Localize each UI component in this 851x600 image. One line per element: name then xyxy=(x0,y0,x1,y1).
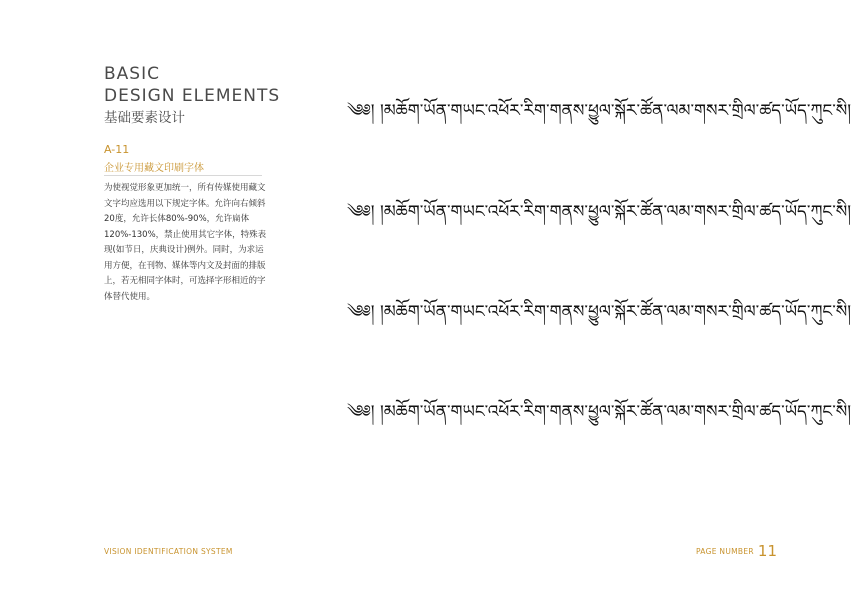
footer-system-label: VISION IDENTIFICATION SYSTEM xyxy=(104,547,233,556)
page-title xyxy=(104,63,280,107)
section-code: A-11 xyxy=(104,143,130,156)
section-divider xyxy=(104,175,262,176)
section-description: 为使视觉形象更加统一，所有传媒使用藏文文字均应选用以下规定字体。允许向右倾斜20度，允许长体80%-90%，允许扁体120%-130%，禁止使用其它字体，特殊表现(如节日，庆典设计)例外。同时，为求运用方便，在刊物、媒体等内文及封面的排版上，若无相同字体时，可选择字形相近的字体替代使用。 xyxy=(104,183,267,302)
footer-page-number xyxy=(696,541,777,560)
tibetan-font-sample-1: ༄༅། །མཆོག་ཡོན་གཡང་འཕོར་རིག་གནས་ཕྱུལ་སྐོར་ཚོན་ལམ་གསར་གྲིལ་ཚད་ཡོད་ཀུང་སི། xyxy=(347,101,851,121)
page-title-cn: 基础要素设计 xyxy=(104,110,185,126)
section-title: 企业专用藏文印刷字体 xyxy=(104,163,204,174)
tibetan-font-sample-2: ༄༅། །མཆོག་ཡོན་གཡང་འཕོར་རིག་གནས་ཕྱུལ་སྐོར་ཚོན་ལམ་གསར་གྲིལ་ཚད་ཡོད་ཀུང་སི། xyxy=(347,202,851,222)
page-title-line2: DESIGN ELEMENTS xyxy=(104,86,281,106)
tibetan-font-sample-4: ༄༅། །མཆོག་ཡོན་གཡང་འཕོར་རིག་གནས་ཕྱུལ་སྐོར་ཚོན་ལམ་གསར་གྲིལ་ཚད་ཡོད་ཀུང་སི། xyxy=(347,402,851,422)
tibetan-font-sample-3: ༄༅། །མཆོག་ཡོན་གཡང་འཕོར་རིག་གནས་ཕྱུལ་སྐོར་ཚོན་ལམ་གསར་གྲིལ་ཚད་ཡོད་ཀུང་སི། xyxy=(347,302,851,322)
page-number-value: 11 xyxy=(757,542,777,560)
page-number-label: PAGE NUMBER xyxy=(695,547,754,556)
page-title-line1: BASIC xyxy=(104,64,160,84)
